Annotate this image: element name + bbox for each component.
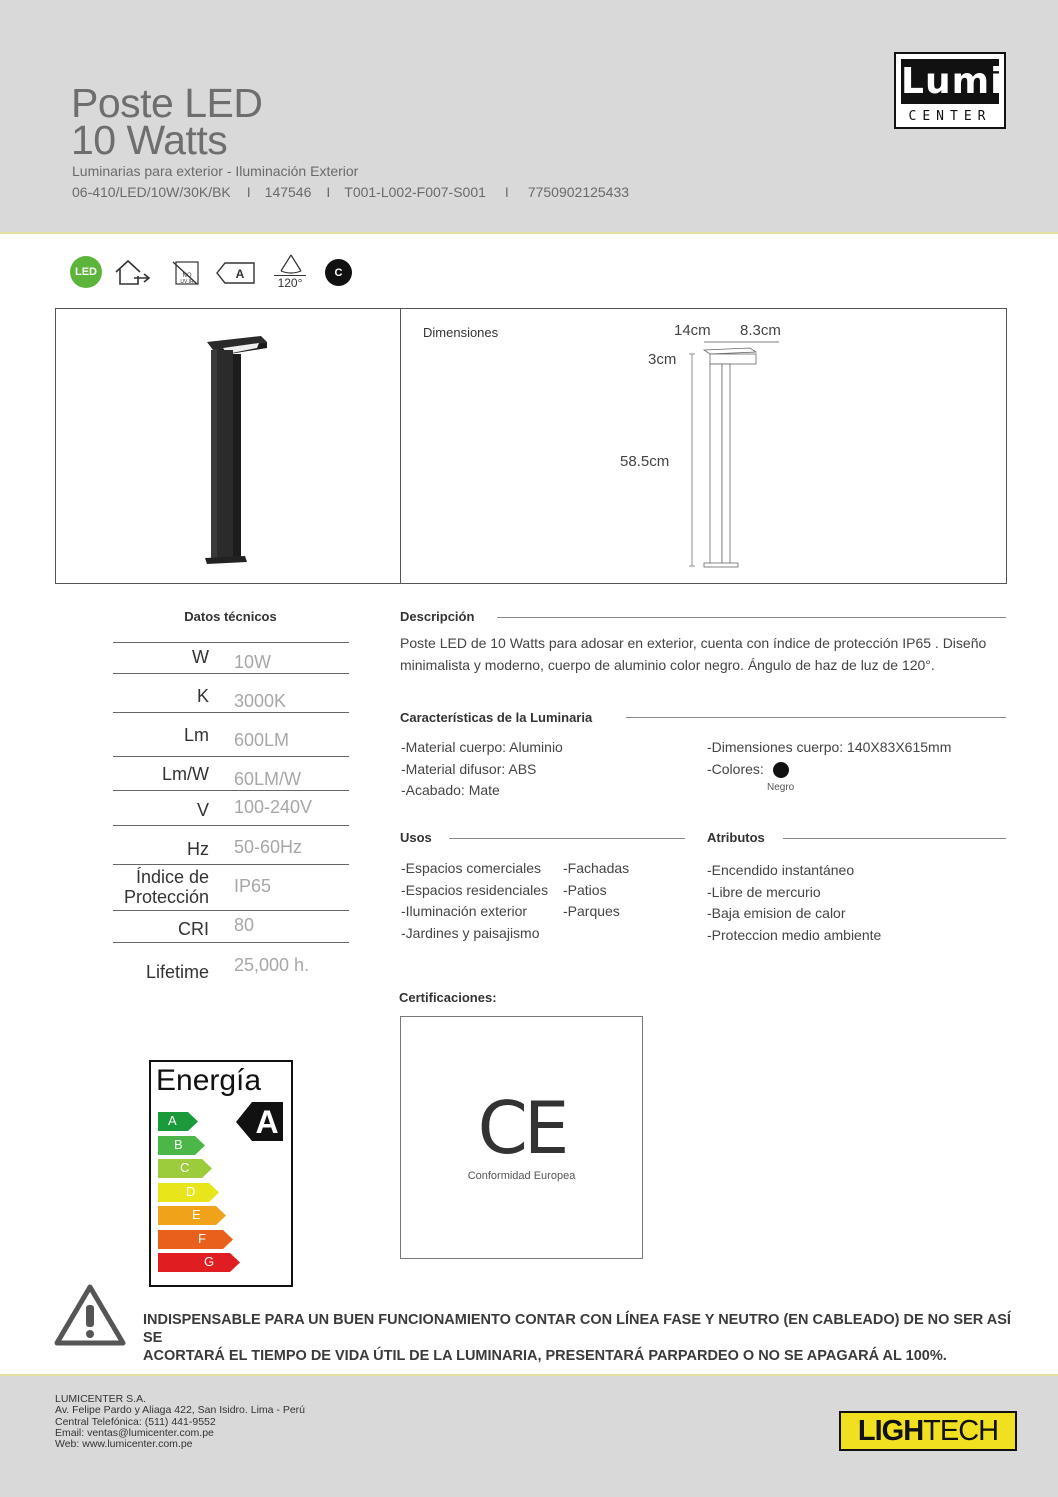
- tech-label-ip-line2: Protección: [123, 887, 209, 907]
- dimension-width: 14cm: [674, 322, 711, 339]
- description-line2: minimalista y moderno, cuerpo de aluminio color negro. Ángulo de haz de luz de 120°.: [400, 656, 935, 673]
- attributes-list: [707, 860, 881, 946]
- uses-col1: [401, 858, 548, 944]
- footer-email: Email: ventas@lumicenter.com.pe: [55, 1426, 214, 1439]
- energy-class-bar-e: [158, 1206, 226, 1225]
- feature-dimensions: -Dimensiones cuerpo: 140X83X615mm: [707, 739, 952, 755]
- beam-angle-icon: [278, 253, 304, 275]
- ce-mark-icon: CE: [477, 1086, 566, 1170]
- energy-class-icon: [214, 256, 258, 290]
- use-item: -Espacios comerciales: [401, 860, 542, 876]
- tech-label-lifetime: Lifetime: [145, 962, 209, 982]
- attribute-item: -Baja emision de calor: [707, 905, 846, 921]
- tech-label-ip-line1: Índice de: [135, 867, 209, 887]
- led-icon: LED: [70, 256, 102, 288]
- energy-class-bar-g: [158, 1253, 240, 1272]
- logo-subtext: CENTER: [908, 109, 992, 124]
- attribute-item: -Encendido instantáneo: [707, 862, 855, 878]
- feature-colors-label: -Colores:: [707, 761, 764, 777]
- beam-angle-label: 120°: [277, 276, 303, 290]
- lightech-logo-part1: LIGH: [857, 1414, 924, 1447]
- features-title: Características de la Luminaria: [400, 710, 593, 725]
- tech-value-ip: IP65: [234, 876, 272, 896]
- tech-value-lm: 600LM: [234, 730, 290, 750]
- tech-label-ip: [113, 867, 209, 907]
- svg-text:UV IR: UV IR: [180, 279, 194, 285]
- no-ir-uv-icon: [165, 256, 205, 290]
- tech-value-w: 10W: [234, 652, 272, 672]
- feature-item: -Material difusor: ABS: [401, 760, 537, 777]
- panel-divider: [400, 308, 401, 584]
- features-rule: [626, 717, 1006, 718]
- description-line1: Poste LED de 10 Watts para adosar en exterior, cuenta con índice de protección IP65 . Diseño: [400, 635, 987, 651]
- warning-line1: INDISPENSABLE PARA UN BUEN FUNCIONAMIENTO CONTAR CON LÍNEA FASE Y NEUTRO (EN CABLEADO) DE NO SER ASÍ SE: [143, 1312, 1011, 1346]
- class-c-icon: C: [325, 259, 352, 286]
- use-item: -Jardines y paisajismo: [401, 924, 540, 941]
- energy-class-letter: B: [174, 1136, 183, 1152]
- tech-row-divider: [113, 712, 349, 713]
- beam-angle-divider: [274, 275, 306, 276]
- tech-label-lm: Lm: [183, 725, 209, 745]
- dimension-drawing: [684, 338, 784, 574]
- warning-line2: ACORTARÁ EL TIEMPO DE VIDA ÚTIL DE LA LUMINARIA, PRESENTARÁ PARPARDEO O NO SE APAGARÁ AL 100%.: [143, 1348, 947, 1364]
- code-separator: I: [246, 184, 251, 200]
- energy-class-bar-f: [158, 1230, 233, 1249]
- product-code: T001-L002-F007-S001: [344, 184, 486, 200]
- tech-label-lmw: Lm/W: [162, 764, 209, 784]
- tech-value-lifetime: 25,000 h.: [234, 955, 310, 975]
- footer-address: Av. Felipe Pardo y Aliaga 422, San Isidro. Lima - Perú: [55, 1404, 305, 1417]
- attribute-item: -Proteccion medio ambiente: [707, 926, 882, 943]
- footer-phone: Central Telefónica: (511) 441-9552: [55, 1415, 216, 1428]
- attributes-rule: [783, 838, 1006, 839]
- energy-rating-badge: [236, 1102, 284, 1142]
- product-title-line1: Poste LED: [71, 80, 263, 126]
- product-title-line2: 10 Watts: [71, 117, 228, 163]
- tech-label-cri: CRI: [178, 919, 209, 939]
- ce-caption: Conformidad Europea: [467, 1170, 576, 1182]
- uses-col2: [563, 858, 629, 923]
- features-list-left: [401, 737, 563, 802]
- energy-class-letter: D: [186, 1183, 196, 1199]
- attribute-item: -Libre de mercurio: [707, 883, 821, 900]
- use-item: -Iluminación exterior: [401, 903, 528, 919]
- code-separator: I: [326, 184, 331, 200]
- tech-row-divider: [113, 942, 349, 943]
- warning-icon: [54, 1284, 126, 1346]
- description-text: [400, 633, 986, 676]
- tech-row-divider: [113, 756, 349, 757]
- use-item: -Parques: [563, 903, 620, 919]
- dimensions-title: Dimensiones: [423, 325, 499, 340]
- energy-class-bar-a: [158, 1112, 198, 1131]
- color-swatch-label: Negro: [767, 782, 795, 793]
- footer-company: LUMICENTER S.A.: [55, 1393, 147, 1405]
- tech-row-divider: [113, 673, 349, 674]
- energy-class-letter: A: [168, 1113, 177, 1128]
- energy-class-letter: G: [204, 1254, 215, 1269]
- energy-class-bar-b: [158, 1136, 205, 1155]
- tech-data-title: Datos técnicos: [184, 609, 277, 624]
- footer-web: Web: www.lumicenter.com.pe: [55, 1438, 193, 1451]
- product-codes: [72, 184, 629, 200]
- product-photo: [195, 330, 275, 570]
- dimension-depth: 8.3cm: [740, 322, 781, 339]
- energy-class-letter: E: [192, 1207, 201, 1222]
- tech-label-v: V: [196, 800, 209, 820]
- tech-row-divider: [113, 910, 349, 911]
- dimension-height: 58.5cm: [620, 453, 670, 470]
- lightech-logo: [839, 1411, 1017, 1451]
- uses-title: Usos: [400, 830, 432, 845]
- feature-item: -Material cuerpo: Aluminio: [401, 739, 563, 755]
- code-separator: I: [504, 184, 509, 200]
- use-item: -Patios: [563, 881, 607, 898]
- tech-value-lmw: 60LM/W: [234, 769, 302, 789]
- tech-row-divider: [113, 642, 349, 643]
- svg-text:NO: NO: [182, 273, 192, 279]
- energy-class-bar-c: [158, 1159, 212, 1178]
- product-code: 147546: [264, 184, 312, 200]
- color-swatch-black: [773, 762, 789, 778]
- tech-value-hz: 50-60Hz: [234, 837, 303, 857]
- product-code: 7750902125433: [527, 184, 630, 200]
- certifications-title: Certificaciones:: [399, 990, 497, 1005]
- energy-class-letter: C: [180, 1160, 190, 1175]
- svg-text:A: A: [235, 267, 245, 281]
- warning-text: [143, 1311, 1023, 1365]
- tech-row-divider: [113, 825, 349, 826]
- feature-item: -Acabado: Mate: [401, 782, 500, 798]
- lumicenter-logo: [894, 52, 1006, 129]
- energy-class-bar-d: [158, 1183, 219, 1202]
- energy-class-letter: F: [198, 1230, 206, 1246]
- use-item: -Fachadas: [563, 860, 630, 876]
- lightech-logo-part2: TECH: [923, 1414, 999, 1447]
- tech-label-k: K: [196, 686, 209, 706]
- description-rule: [497, 617, 1006, 618]
- uses-rule: [449, 838, 685, 839]
- tech-row-divider: [113, 864, 349, 865]
- use-item: -Espacios residenciales: [401, 881, 549, 898]
- tech-row-divider: [113, 790, 349, 791]
- energy-rating-letter: A: [255, 1104, 279, 1140]
- product-code: 06-410/LED/10W/30K/BK: [72, 184, 231, 200]
- tech-value-cri: 80: [234, 915, 255, 935]
- tech-value-v: 100-240V: [234, 797, 313, 817]
- energy-label-title: Energía: [156, 1064, 262, 1097]
- tech-label-hz: Hz: [187, 839, 209, 859]
- attributes-title: Atributos: [707, 830, 765, 845]
- product-subtitle: Luminarias para exterior - Iluminación Exterior: [72, 163, 359, 179]
- footer-contact: [55, 1394, 305, 1450]
- logo-wordmark: Lumi: [901, 61, 1004, 102]
- dimension-head-height: 3cm: [648, 351, 677, 368]
- tech-label-w: W: [192, 647, 209, 667]
- description-title: Descripción: [400, 609, 475, 624]
- outdoor-house-icon: [112, 256, 152, 290]
- tech-value-k: 3000K: [234, 691, 287, 711]
